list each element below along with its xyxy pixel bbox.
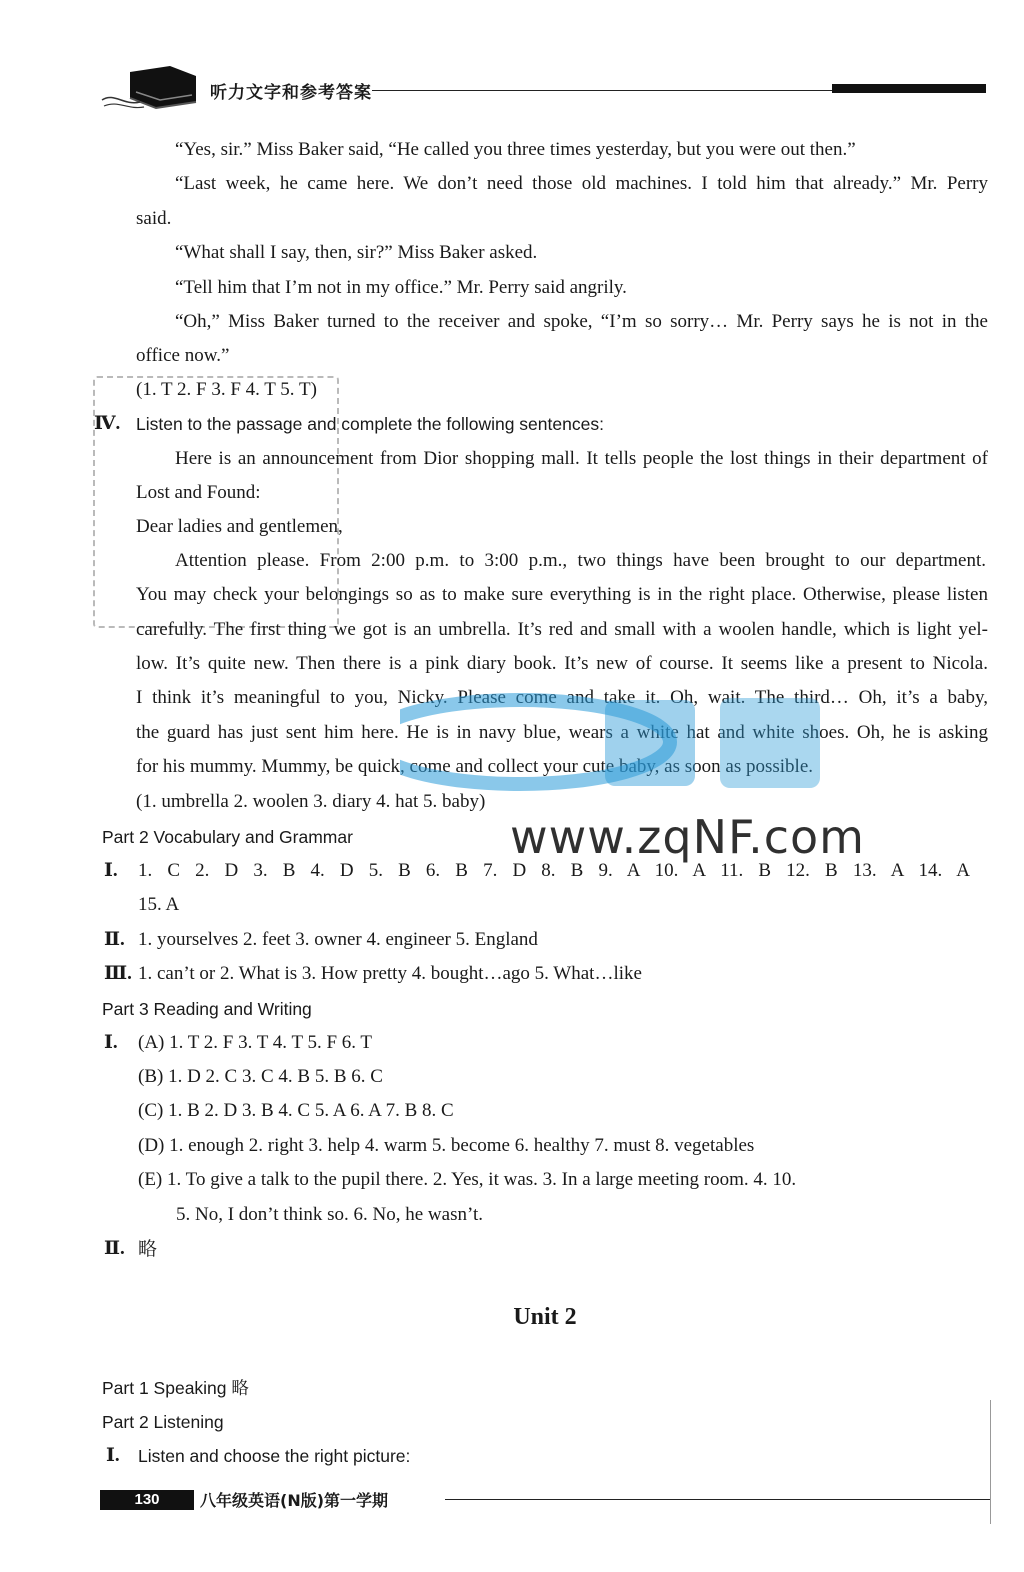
passage-line: carefully. The first thing we got is an umbrella. It’s red and small with a woolen handle, which is light yel-	[136, 619, 988, 640]
passage-line: Lost and Found:	[136, 482, 261, 503]
answer-line: 略	[138, 1238, 158, 1260]
answer-line: (B) 1. D 2. C 3. C 4. B 5. B 6. C	[138, 1066, 383, 1087]
dialogue-line: “What shall I say, then, sir?” Miss Baker asked.	[175, 242, 538, 263]
footer-title: 八年级英语(N版)第一学期	[200, 1491, 389, 1510]
roman-numeral: Ⅲ.	[104, 963, 132, 984]
dialogue-line: “Yes, sir.” Miss Baker said, “He called you three times yesterday, but you were out then.”	[175, 139, 856, 160]
dialogue-line: “Last week, he came here. We don’t need those old machines. I told him that already.” Mr. Perry	[175, 173, 988, 194]
section-heading: Listen to the passage and complete the following sentences:	[136, 414, 604, 434]
answer-line: 1. C 2. D 3. B 4. D 5. B 6. B 7. D 8. B 9. A 10. A 11. B 12. B 13. A 14. A	[138, 860, 970, 881]
dialogue-line: “Oh,” Miss Baker turned to the receiver and spoke, “I’m so sorry… Mr. Perry says he is not in the	[175, 311, 988, 332]
passage-line: Dear ladies and gentlemen,	[136, 516, 343, 537]
passage-line: low. It’s quite new. Then there is a pink diary book. It’s new of course. It seems like a present to Nicola.	[136, 653, 988, 674]
watermark	[400, 680, 865, 880]
book-stack-icon	[100, 62, 204, 110]
passage-line: the guard has just sent him here. He is in navy blue, wears a white hat and white shoes. Oh, he is asking	[136, 722, 988, 743]
header-rule	[372, 90, 832, 91]
watermark-text: www.zqNF.com	[510, 810, 865, 864]
dialogue-line: said.	[136, 208, 172, 229]
passage-line: Attention please. From 2:00 p.m. to 3:00 p.m., two things have been brought to our department.	[175, 550, 986, 571]
passage-line: You may check your belongings so as to make sure everything is in the right place. Otherwise, please listen	[136, 584, 988, 605]
dialogue-line: office now.”	[136, 345, 230, 366]
header-title: 听力文字和参考答案	[210, 83, 372, 103]
roman-numeral: Ⅰ.	[106, 1445, 120, 1466]
part-heading: Part 2 Vocabulary and Grammar	[102, 827, 353, 847]
answer-line: 1. can’t or 2. What is 3. How pretty 4. bought…ago 5. What…like	[138, 963, 642, 984]
answer-line: (D) 1. enough 2. right 3. help 4. warm 5. become 6. healthy 7. must 8. vegetables	[138, 1135, 755, 1156]
page-header	[100, 62, 992, 112]
section-number: Ⅳ.	[94, 413, 121, 434]
answer-line: (E) 1. To give a talk to the pupil there. 2. Yes, it was. 3. In a large meeting room. 4. 10.	[138, 1169, 797, 1190]
passage-line: Here is an announcement from Dior shopping mall. It tells people the lost things in their department of	[175, 448, 988, 469]
answer-line: (C) 1. B 2. D 3. B 4. C 5. A 6. A 7. B 8. C	[138, 1100, 454, 1121]
page-footer	[100, 1486, 992, 1516]
answer-line: 15. A	[138, 894, 180, 915]
roman-numeral: Ⅱ.	[104, 929, 125, 950]
answer-line: (1. umbrella 2. woolen 3. diary 4. hat 5. baby)	[136, 791, 486, 812]
roman-numeral: Ⅰ.	[104, 860, 118, 881]
roman-numeral: Ⅱ.	[104, 1238, 125, 1259]
footer-rule	[445, 1499, 990, 1500]
page-number: 130	[100, 1490, 194, 1510]
passage-line: I think it’s meaningful to you, Nicky. Please come and take it. Oh, wait. The third… Oh, it’s a baby,	[136, 687, 988, 708]
passage-line: for his mummy. Mummy, be quick, come and collect your cute baby, as soon as possible.	[136, 756, 814, 777]
dialogue-line: “Tell him that I’m not in my office.” Mr. Perry said angrily.	[175, 277, 627, 298]
roman-numeral: Ⅰ.	[104, 1032, 118, 1053]
answer-line: (A) 1. T 2. F 3. T 4. T 5. F 6. T	[138, 1032, 373, 1053]
answer-line: 5. No, I don’t think so. 6. No, he wasn’t.	[176, 1204, 483, 1225]
header-bar	[832, 84, 986, 93]
section-heading: Listen and choose the right picture:	[138, 1446, 411, 1466]
answer-line: (1. T 2. F 3. F 4. T 5. T)	[136, 379, 317, 400]
answer-line: 1. yourselves 2. feet 3. owner 4. engineer 5. England	[138, 929, 538, 950]
part-heading: Part 3 Reading and Writing	[102, 999, 312, 1019]
part-heading: Part 2 Listening	[102, 1412, 224, 1432]
part-heading: Part 1 Speaking 略	[102, 1378, 249, 1398]
unit-title: Unit 2	[513, 1304, 577, 1330]
